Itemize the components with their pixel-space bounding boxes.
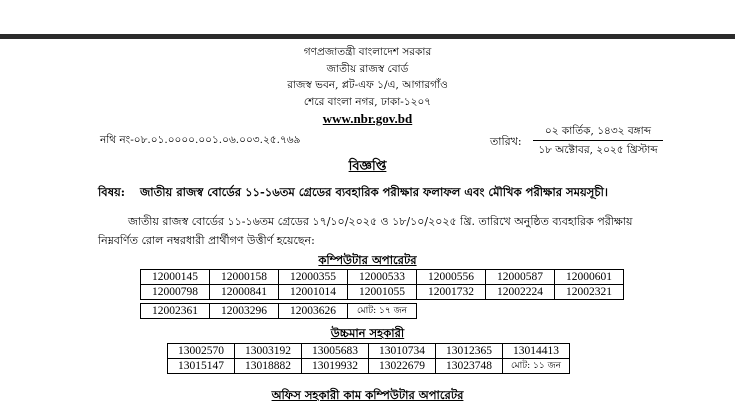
roll-cell: 12000533 bbox=[348, 270, 417, 285]
government-name: গণপ্রজাতন্ত্রী বাংলাদেশ সরকার bbox=[303, 46, 432, 58]
section-title-office-assistant: অফিস সহকারী কাম কম্পিউটার অপারেটর bbox=[271, 388, 464, 402]
date-label: তারিখ: bbox=[490, 135, 522, 148]
roll-cell: 12002224 bbox=[486, 285, 555, 300]
roll-cell: 12002321 bbox=[555, 285, 624, 300]
roll-cell: 13019932 bbox=[302, 359, 369, 374]
reference-number: নথি নং-০৮.০১.০০০০.০০১.০৬.০০৩.২৫.৭৬৯ bbox=[100, 134, 301, 146]
table-row bbox=[141, 270, 624, 285]
total-count-cell: মোট: ১১ জন bbox=[503, 359, 570, 374]
notice-title: বিজ্ঞপ্তি bbox=[348, 159, 387, 174]
board-name: জাতীয় রাজস্ব বোর্ড bbox=[326, 62, 409, 75]
section-title-computer-operator: কম্পিউটার অপারেটর bbox=[318, 253, 417, 267]
roll-table-computer-operator-last-row bbox=[140, 303, 417, 319]
roll-cell: 12000556 bbox=[417, 270, 486, 285]
roll-cell: 13002570 bbox=[168, 344, 235, 359]
subject-text: জাতীয় রাজস্ব বোর্ডের ১১-১৬তম গ্রেডের ব্যবহারিক পরীক্ষার ফলাফল এবং মৌখিক পরীক্ষার সময়সূচী। bbox=[140, 185, 609, 199]
roll-cell: 12000587 bbox=[486, 270, 555, 285]
top-bar bbox=[0, 34, 735, 39]
roll-cell: 12003626 bbox=[279, 304, 348, 319]
date-bangla: ০২ কার্তিক, ১৪৩২ বঙ্গাব্দ bbox=[533, 124, 663, 141]
table-row bbox=[141, 285, 624, 300]
roll-table-upper-division-assistant bbox=[167, 343, 570, 374]
body-line-1: জাতীয় রাজস্ব বোর্ডের ১১-১৬তম গ্রেডের ১৭/১০/২০২৫ ও ১৮/১০/২০২৫ খ্রি. তারিখে অনুষ্ঠিত ব্যবহারিক পরীক্ষায় bbox=[128, 215, 633, 228]
roll-cell: 12003296 bbox=[210, 304, 279, 319]
roll-cell: 12000798 bbox=[141, 285, 210, 300]
roll-cell: 13018882 bbox=[235, 359, 302, 374]
roll-cell: 13012365 bbox=[436, 344, 503, 359]
table-row bbox=[168, 359, 570, 374]
roll-cell: 12001055 bbox=[348, 285, 417, 300]
address-line-2: শেরে বাংলা নগর, ঢাকা-১২০৭ bbox=[303, 95, 432, 108]
roll-cell: 12001014 bbox=[279, 285, 348, 300]
roll-cell: 12001732 bbox=[417, 285, 486, 300]
roll-cell: 13003192 bbox=[235, 344, 302, 359]
body-line-2: নিম্নবর্ণিত রোল নম্বরধারী প্রার্থীগণ উত্তীর্ণ হয়েছেন: bbox=[98, 234, 315, 247]
section-title-upper-division-assistant: উচ্চমান সহকারী bbox=[330, 326, 405, 340]
roll-cell: 13023748 bbox=[436, 359, 503, 374]
table-row bbox=[141, 304, 417, 319]
date-block bbox=[533, 124, 663, 158]
roll-cell: 13010734 bbox=[369, 344, 436, 359]
letterhead bbox=[0, 44, 735, 128]
subject-line bbox=[98, 184, 608, 203]
address-line-1: রাজস্ব ভবন, প্লট-এফ ১/এ, আগারগাঁও bbox=[287, 79, 448, 91]
roll-table-computer-operator bbox=[140, 269, 624, 300]
total-count-cell: মোট: ১৭ জন bbox=[348, 304, 417, 319]
roll-cell: 12000601 bbox=[555, 270, 624, 285]
date-english: ১৮ অক্টোবর, ২০২৫ খ্রিস্টাব্দ bbox=[538, 144, 658, 156]
roll-cell: 13014413 bbox=[503, 344, 570, 359]
roll-cell: 12000841 bbox=[210, 285, 279, 300]
website-link[interactable]: www.nbr.gov.bd bbox=[322, 111, 413, 126]
roll-cell: 12000158 bbox=[210, 270, 279, 285]
roll-cell: 12000145 bbox=[141, 270, 210, 285]
table-row bbox=[168, 344, 570, 359]
roll-cell: 13022679 bbox=[369, 359, 436, 374]
roll-cell: 13015147 bbox=[168, 359, 235, 374]
notice-body bbox=[98, 212, 658, 250]
roll-cell: 13005683 bbox=[302, 344, 369, 359]
subject-label: বিষয়: bbox=[98, 185, 126, 199]
roll-cell: 12000355 bbox=[279, 270, 348, 285]
roll-cell: 12002361 bbox=[141, 304, 210, 319]
